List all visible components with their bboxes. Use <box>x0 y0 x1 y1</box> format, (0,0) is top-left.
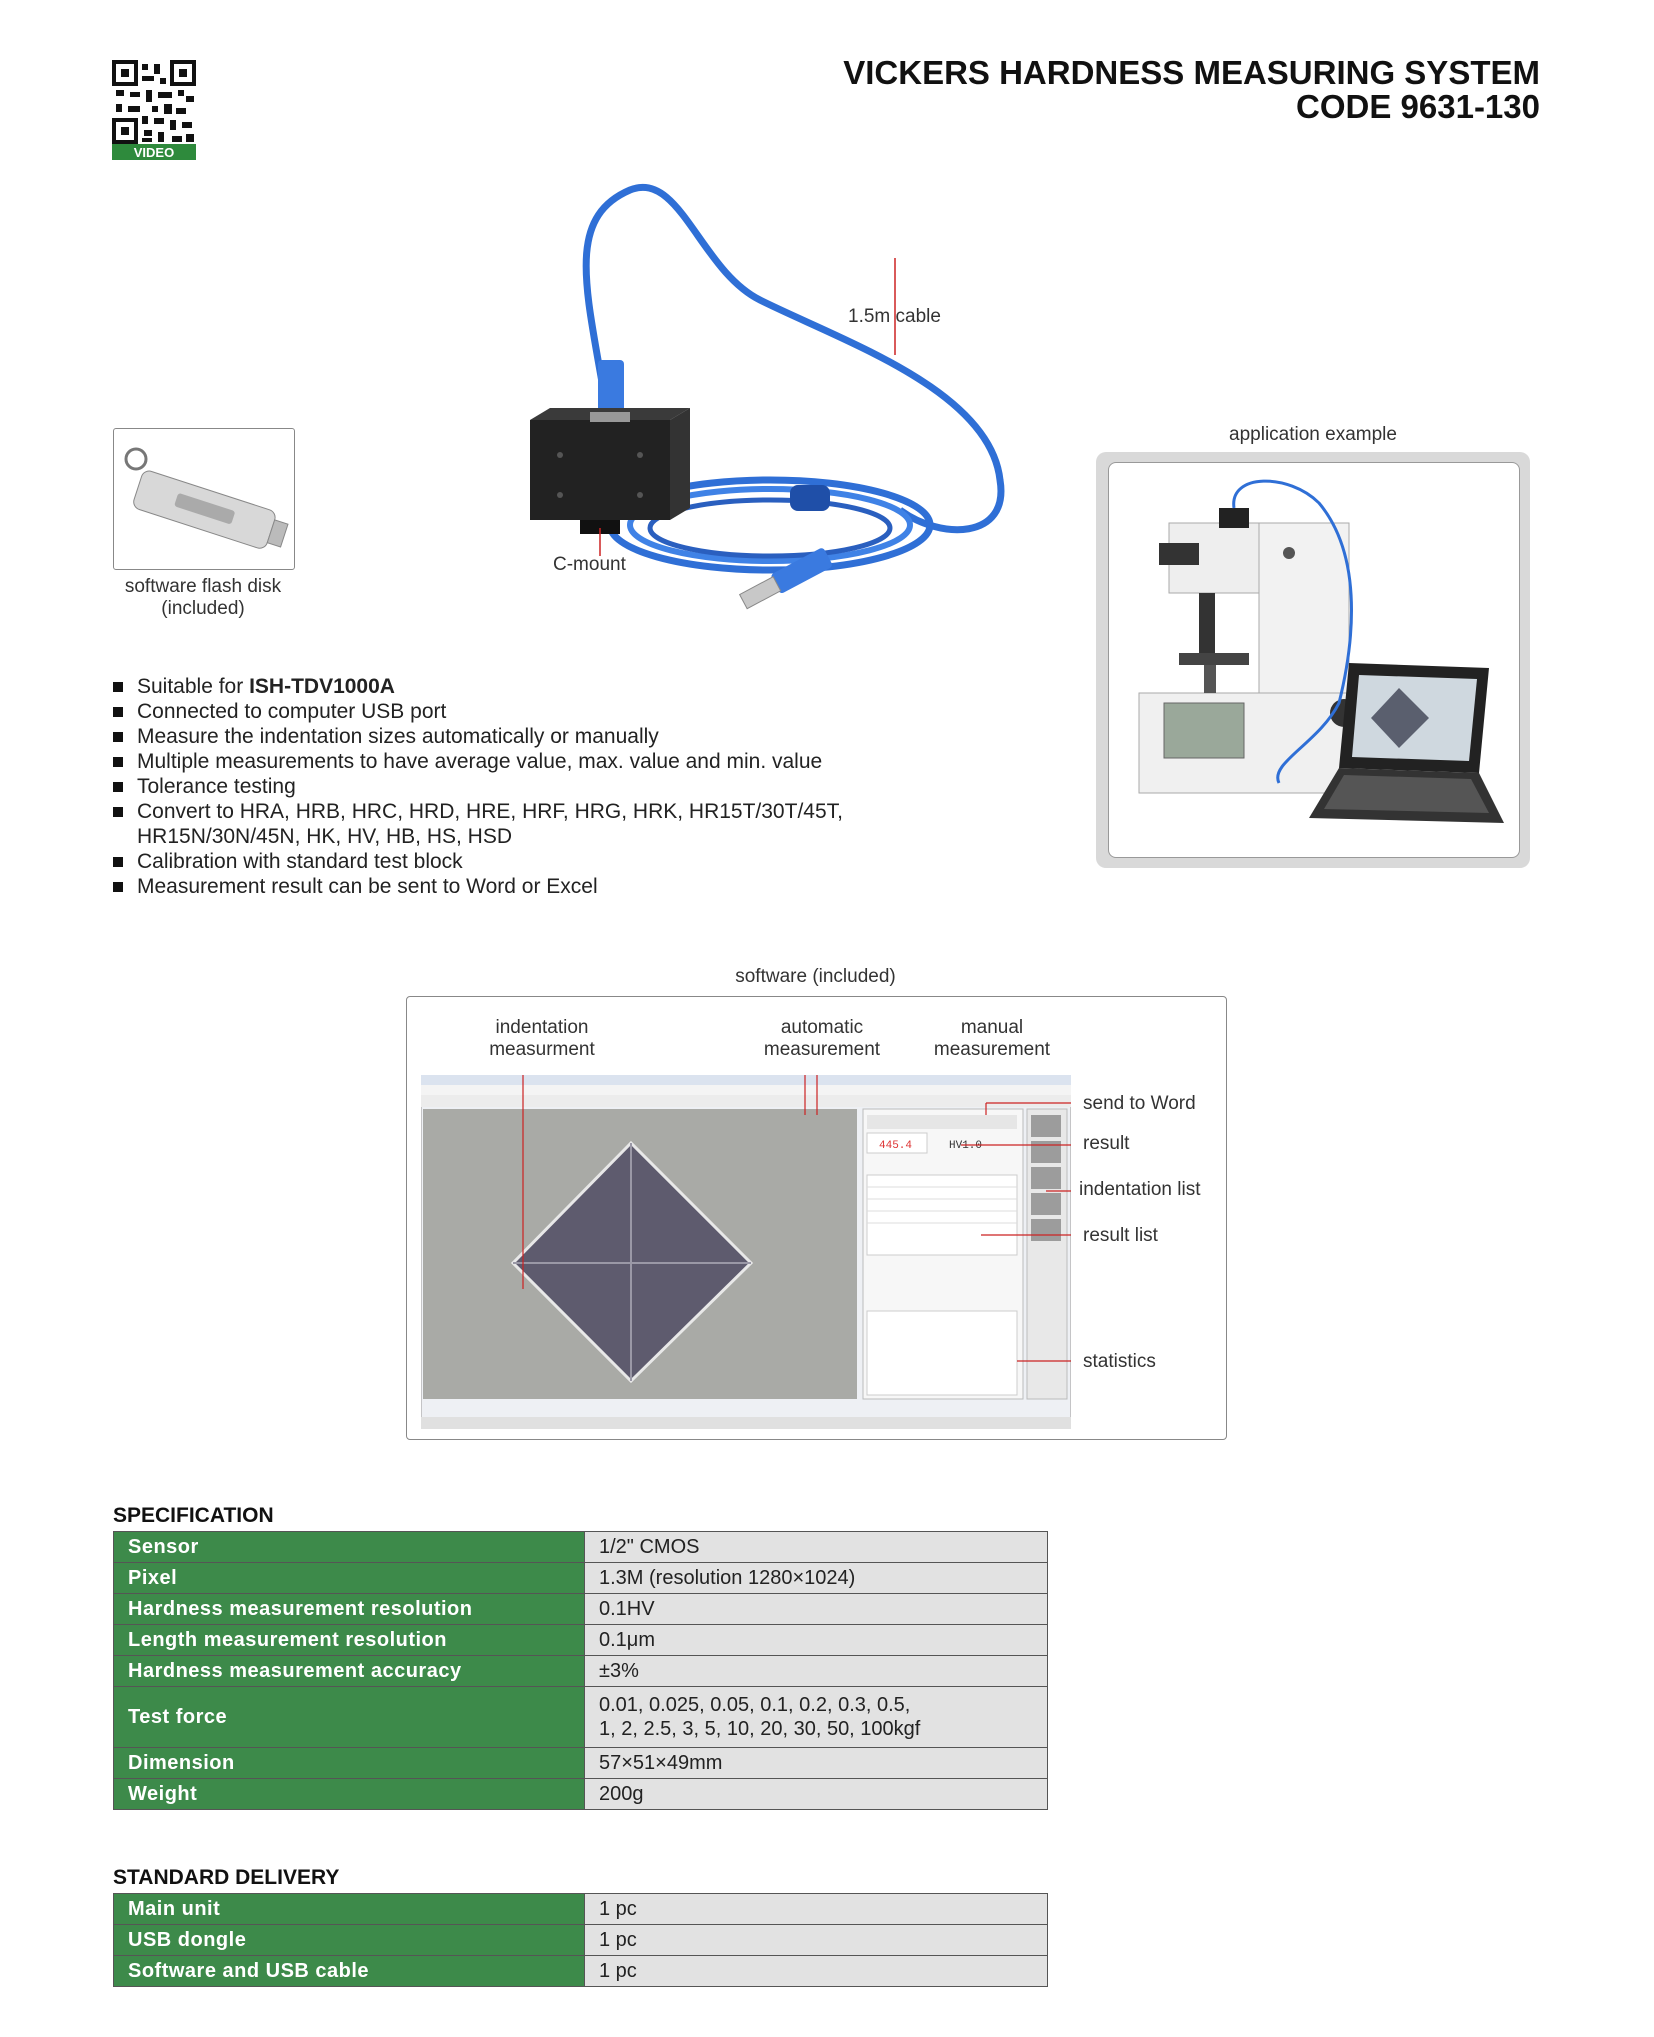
table-row <box>114 1687 1048 1748</box>
screen-result-value: 445.4 <box>879 1140 913 1152</box>
spec-key: Hardness measurement accuracy <box>114 1656 585 1687</box>
callout-indentation-list: indentation list <box>1079 1179 1201 1200</box>
callout-automatic-line2: measurement <box>763 1039 881 1060</box>
page-title <box>843 56 1540 124</box>
software-caption: software (included) <box>735 966 896 987</box>
callout-automatic-line1: automatic <box>780 1017 864 1038</box>
app-example-caption: application example <box>1229 424 1397 445</box>
spec-key: Length measurement resolution <box>114 1625 585 1656</box>
flash-disk-caption-line1: software flash disk <box>124 576 282 597</box>
delivery-key: Software and USB cable <box>114 1956 585 1987</box>
table-row <box>114 1532 1048 1563</box>
delivery-table <box>113 1893 1048 1987</box>
delivery-heading: STANDARD DELIVERY <box>113 1866 340 1889</box>
table-row <box>114 1956 1048 1987</box>
screen-result-unit: HV1.0 <box>949 1140 983 1152</box>
spec-value: 1/2" CMOS <box>585 1532 1048 1563</box>
spec-key: Weight <box>114 1779 585 1810</box>
page-title-line1: VICKERS HARDNESS MEASURING SYSTEM <box>843 54 1540 91</box>
spec-value: 1.3M (resolution 1280×1024) <box>585 1563 1048 1594</box>
software-screenshot-frame <box>406 996 1227 1440</box>
qr-code <box>112 60 196 160</box>
feature-item: Multiple measurements to have average value, max. value and min. value <box>113 749 933 774</box>
callout-indentation-line2: measurment <box>489 1039 595 1060</box>
callout-indentation-line1: indentation <box>495 1017 589 1038</box>
feature-item: Suitable for ISH-TDV1000A <box>113 674 933 699</box>
feature-item: Calibration with standard test block <box>113 849 933 874</box>
delivery-value: 1 pc <box>585 1956 1048 1987</box>
table-row <box>114 1748 1048 1779</box>
spec-value-line2: 1, 2, 2.5, 3, 5, 10, 20, 30, 50, 100kgf <box>599 1718 921 1740</box>
spec-key: Dimension <box>114 1748 585 1779</box>
feature-item: Connected to computer USB port <box>113 699 933 724</box>
spec-value: 0.1HV <box>585 1594 1048 1625</box>
hardness-tester <box>1139 508 1359 793</box>
spec-key: Pixel <box>114 1563 585 1594</box>
callout-result-list: result list <box>1083 1225 1158 1246</box>
cable-label: 1.5m cable <box>848 306 941 327</box>
feature-list <box>113 674 933 899</box>
spec-key: Hardness measurement resolution <box>114 1594 585 1625</box>
spec-key: Sensor <box>114 1532 585 1563</box>
feature-item: Measure the indentation sizes automatically or manually <box>113 724 933 749</box>
spec-value <box>585 1687 1048 1748</box>
table-row <box>114 1625 1048 1656</box>
spec-value-line1: 0.01, 0.025, 0.05, 0.1, 0.2, 0.3, 0.5, <box>599 1694 911 1716</box>
flash-disk-image <box>113 428 295 570</box>
spec-key: Test force <box>114 1687 585 1748</box>
callout-automatic <box>737 1017 907 1061</box>
flash-disk-caption <box>103 576 303 620</box>
spec-value: ±3% <box>585 1656 1048 1687</box>
app-example-image <box>1108 462 1520 858</box>
callout-manual-line1: manual <box>960 1017 1024 1038</box>
table-row <box>114 1594 1048 1625</box>
callout-send-to-word: send to Word <box>1083 1093 1196 1114</box>
spec-value: 57×51×49mm <box>585 1748 1048 1779</box>
table-row <box>114 1925 1048 1956</box>
callout-statistics: statistics <box>1083 1351 1156 1372</box>
feature-item: Measurement result can be sent to Word or Excel <box>113 874 933 899</box>
delivery-key: Main unit <box>114 1894 585 1925</box>
callout-manual <box>907 1017 1077 1061</box>
table-row <box>114 1563 1048 1594</box>
delivery-value: 1 pc <box>585 1925 1048 1956</box>
page-title-line2: CODE 9631-130 <box>1296 88 1540 125</box>
ferrite-core <box>790 485 830 511</box>
cmount-label: C-mount <box>553 554 626 575</box>
callout-indentation <box>447 1017 637 1061</box>
specification-table <box>113 1531 1048 1810</box>
flash-disk-caption-line2: (included) <box>161 598 245 619</box>
callout-result: result <box>1083 1133 1130 1154</box>
spec-value: 200g <box>585 1779 1048 1810</box>
table-row <box>114 1656 1048 1687</box>
spec-value: 0.1μm <box>585 1625 1048 1656</box>
software-window <box>421 1075 1071 1429</box>
specification-heading: SPECIFICATION <box>113 1504 274 1527</box>
table-row <box>114 1894 1048 1925</box>
table-row <box>114 1779 1048 1810</box>
feature-item: Tolerance testing <box>113 774 933 799</box>
feature-item: Convert to HRA, HRB, HRC, HRD, HRE, HRF, HRG, HRK, HR15T/30T/45T, HR15N/30N/45N, HK, HV, HB, HS, HSD <box>113 799 897 849</box>
delivery-value: 1 pc <box>585 1894 1048 1925</box>
qr-video-label: VIDEO <box>133 145 175 160</box>
camera-body <box>530 408 690 534</box>
delivery-key: USB dongle <box>114 1925 585 1956</box>
callout-manual-line2: measurement <box>933 1039 1051 1060</box>
